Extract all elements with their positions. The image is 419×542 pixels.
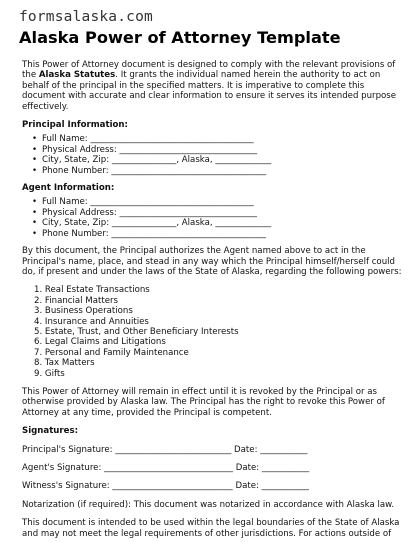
- power-item: 3. Business Operations: [34, 306, 133, 317]
- principal-city-field[interactable]: • City, State, Zip: _______________, Alaska, _____________: [32, 155, 407, 165]
- document-body: [22, 60, 407, 542]
- power-item: 7. Personal and Family Maintenance: [34, 347, 189, 358]
- intro-text-start: This Power of Attorney document is designed to comply with the relevant provisions of the: [22, 60, 396, 81]
- agent-signature-line[interactable]: Agent's Signature: ______________________________ Date: ___________: [22, 463, 310, 473]
- power-item: 9. Gifts: [34, 368, 65, 379]
- principal-fields: [22, 134, 407, 176]
- intro-statutes: Alaska Statutes: [38, 70, 116, 81]
- principal-heading: Principal Information:: [22, 120, 128, 131]
- effect-paragraph: This Power of Attorney will remain in effect until it is revoked by the Principal or as otherwise provided by Alaska law. The Principal has the right to revoke this Power of Attorney at any time, provided the Principal is competent.: [22, 386, 385, 418]
- agent-city-field[interactable]: • City, State, Zip: _______________, Alaska, _____________: [32, 218, 407, 228]
- intro-text-end: . It grants the individual named herein the authority to act on behalf of the principal in the specified matters. It is imperative to complete this document with accurate and clear information to ensure it serves its intended purpose effectively.: [22, 70, 397, 112]
- principal-address-field[interactable]: • Physical Address: ________________________________: [32, 145, 407, 155]
- powers-list: [22, 285, 407, 379]
- notarization-paragraph: Notarization (if required): This document was notarized in accordance with Alaska law.: [22, 499, 395, 510]
- power-item: 5. Estate, Trust, and Other Beneficiary Interests: [34, 326, 239, 337]
- power-item: 1. Real Estate Transactions: [34, 285, 150, 296]
- power-item: 2. Financial Matters: [34, 295, 119, 306]
- witness-signature-line[interactable]: Witness's Signature: ____________________________ Date: ___________: [22, 481, 309, 492]
- principal-phone-field[interactable]: • Phone Number: ____________________________________: [32, 166, 407, 176]
- agent-phone-field[interactable]: • Phone Number: ____________________________________: [32, 229, 407, 239]
- principal-signature-line[interactable]: Principal's Signature: ___________________________ Date: ___________: [22, 444, 308, 455]
- agent-name-field[interactable]: • Full Name: ______________________________________: [32, 197, 407, 207]
- signatures-heading: Signatures:: [22, 426, 79, 437]
- closing-paragraph: This document is intended to be used within the legal boundaries of the State of Alaska and may not meet the legal requirements of other jurisdictions. For actions outside of: [22, 518, 400, 539]
- authorization-paragraph: By this document, the Principal authorizes the Agent named above to act in the Principal's name, place, and stead in any way which the Principal himself/herself could do, if present and under the laws of the State of Alaska, regarding the following powers:: [22, 246, 402, 277]
- principal-name-field[interactable]: • Full Name: ______________________________________: [32, 134, 407, 144]
- document-title: Alaska Power of Attorney Template: [19, 28, 341, 47]
- power-item: 6. Legal Claims and Litigations: [34, 337, 166, 348]
- intro-paragraph: [22, 60, 407, 112]
- site-watermark: formsalaska.com: [19, 9, 153, 25]
- agent-address-field[interactable]: • Physical Address: ________________________________: [32, 208, 407, 218]
- agent-heading: Agent Information:: [22, 183, 115, 194]
- power-item: 8. Tax Matters: [34, 358, 95, 369]
- agent-fields: [22, 197, 407, 239]
- power-item: 4. Insurance and Annuities: [34, 316, 149, 327]
